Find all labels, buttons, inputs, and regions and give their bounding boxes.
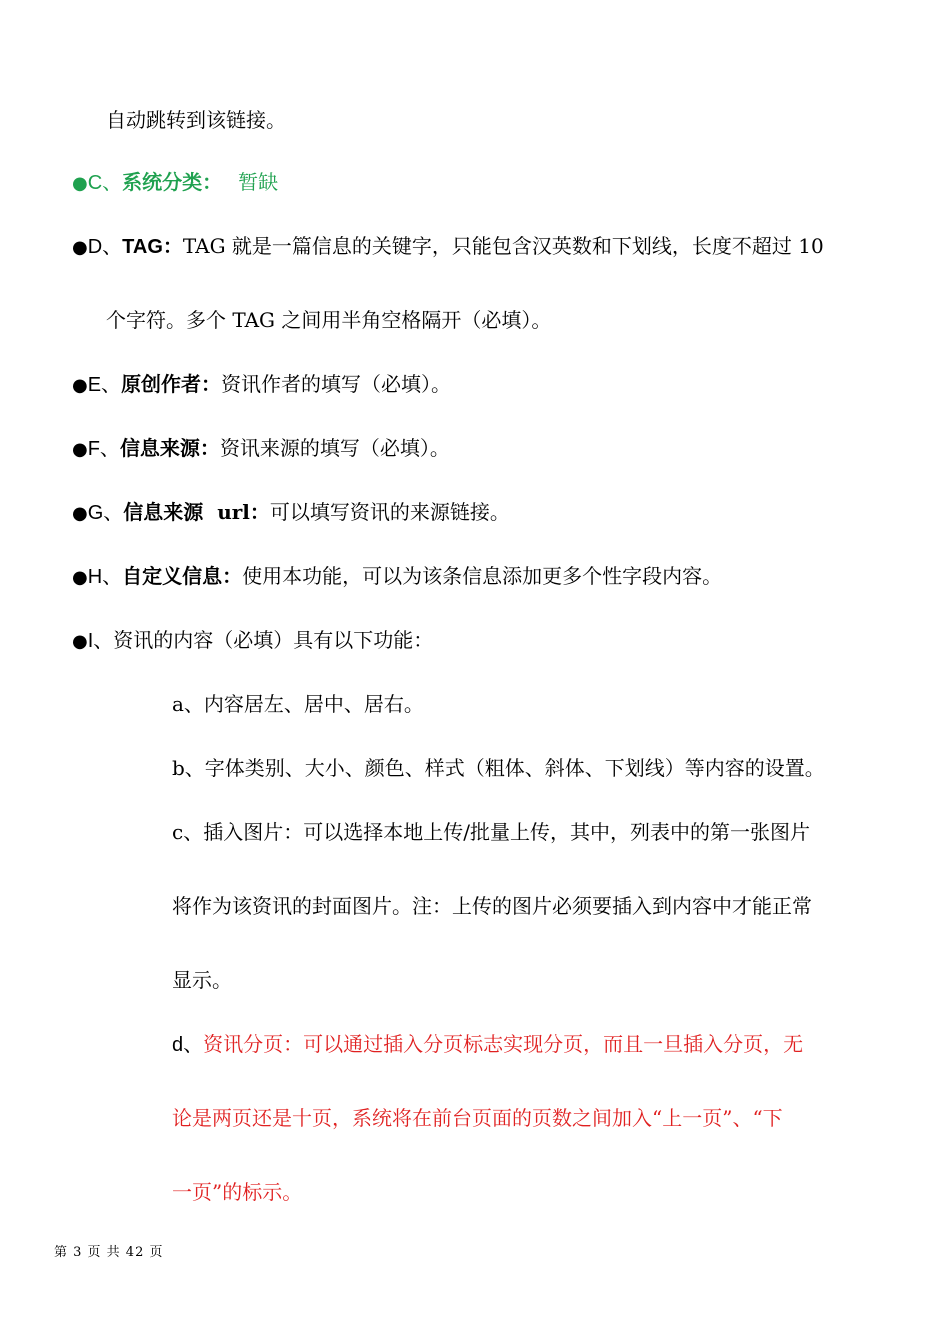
- item-g: [72, 498, 510, 528]
- item-h: [72, 562, 722, 592]
- sub-item-d-line2: 论是两页还是十页，系统将在前台页面的页数之间加入“上一页”、“下: [172, 1106, 783, 1130]
- bullet-icon: ●: [72, 375, 88, 396]
- item-e-text: 资讯作者的填写（必填）。: [221, 372, 452, 396]
- item-f-label: 信息来源：: [119, 436, 220, 460]
- bullet-icon: ●: [72, 567, 88, 588]
- item-i-prefix: I、: [87, 630, 114, 652]
- item-h-text: 使用本功能，可以为该条信息添加更多个性字段内容。: [242, 564, 723, 588]
- sub-item-d-line1-text: 资讯分页：可以通过插入分页标志实现分页，而且一旦插入分页，无: [203, 1032, 804, 1056]
- item-e: [72, 370, 451, 400]
- page-number-footer: 第 3 页 共 42 页: [54, 1245, 164, 1260]
- sub-item-c-line1-text: c、插入图片：可以选择本地上传/批量上传，其中，列表中的第一张图片: [172, 820, 810, 844]
- item-g-text: 可以填写资讯的来源链接。: [269, 500, 510, 524]
- item-g-label: 信息来源 url：: [123, 500, 270, 524]
- item-f-text: 资讯来源的填写（必填）。: [219, 436, 450, 460]
- item-c-value: 暂缺: [238, 170, 279, 194]
- sub-item-c-line3: 显示。: [172, 968, 232, 992]
- item-d-prefix: D、: [87, 236, 123, 258]
- sub-item-a: a、内容居左、居中、居右。: [172, 692, 424, 716]
- item-c-prefix: C、: [87, 172, 123, 194]
- sub-item-c-line2: 将作为该资讯的封面图片。注：上传的图片必须要插入到内容中才能正常: [172, 894, 812, 918]
- item-i: [72, 626, 433, 656]
- continuation-line: 自动跳转到该链接。: [106, 108, 286, 132]
- item-f: [72, 434, 450, 464]
- sub-item-c-line1: [172, 818, 894, 846]
- item-d-text: TAG 就是一篇信息的关键字，只能包含汉英数和下划线，长度不超过 10: [182, 234, 824, 258]
- bullet-icon: ●: [72, 173, 88, 194]
- item-c: [72, 168, 278, 198]
- sub-item-d-prefix: d、: [172, 1034, 204, 1056]
- item-i-text: 资讯的内容（必填）具有以下功能：: [113, 628, 434, 652]
- bullet-icon: ●: [72, 631, 88, 652]
- item-f-prefix: F、: [87, 438, 120, 460]
- item-c-label: 系统分类：: [122, 170, 223, 194]
- sub-item-b: b、字体类别、大小、颜色、样式（粗体、斜体、下划线）等内容的设置。: [172, 756, 825, 780]
- item-d: [72, 232, 894, 262]
- sub-item-d-line3: 一页”的标示。: [172, 1180, 303, 1204]
- bullet-icon: ●: [72, 439, 88, 460]
- item-d-label: TAG：: [122, 236, 183, 258]
- bullet-icon: ●: [72, 503, 88, 524]
- item-d-continuation: 个字符。多个 TAG 之间用半角空格隔开（必填）。: [106, 308, 552, 332]
- item-g-prefix: G、: [87, 502, 124, 524]
- sub-item-d-line1: [172, 1030, 803, 1059]
- item-h-prefix: H、: [87, 566, 123, 588]
- item-h-label: 自定义信息：: [122, 564, 243, 588]
- bullet-icon: ●: [72, 237, 88, 258]
- item-e-prefix: E、: [87, 374, 122, 396]
- item-e-label: 原创作者：: [121, 372, 222, 396]
